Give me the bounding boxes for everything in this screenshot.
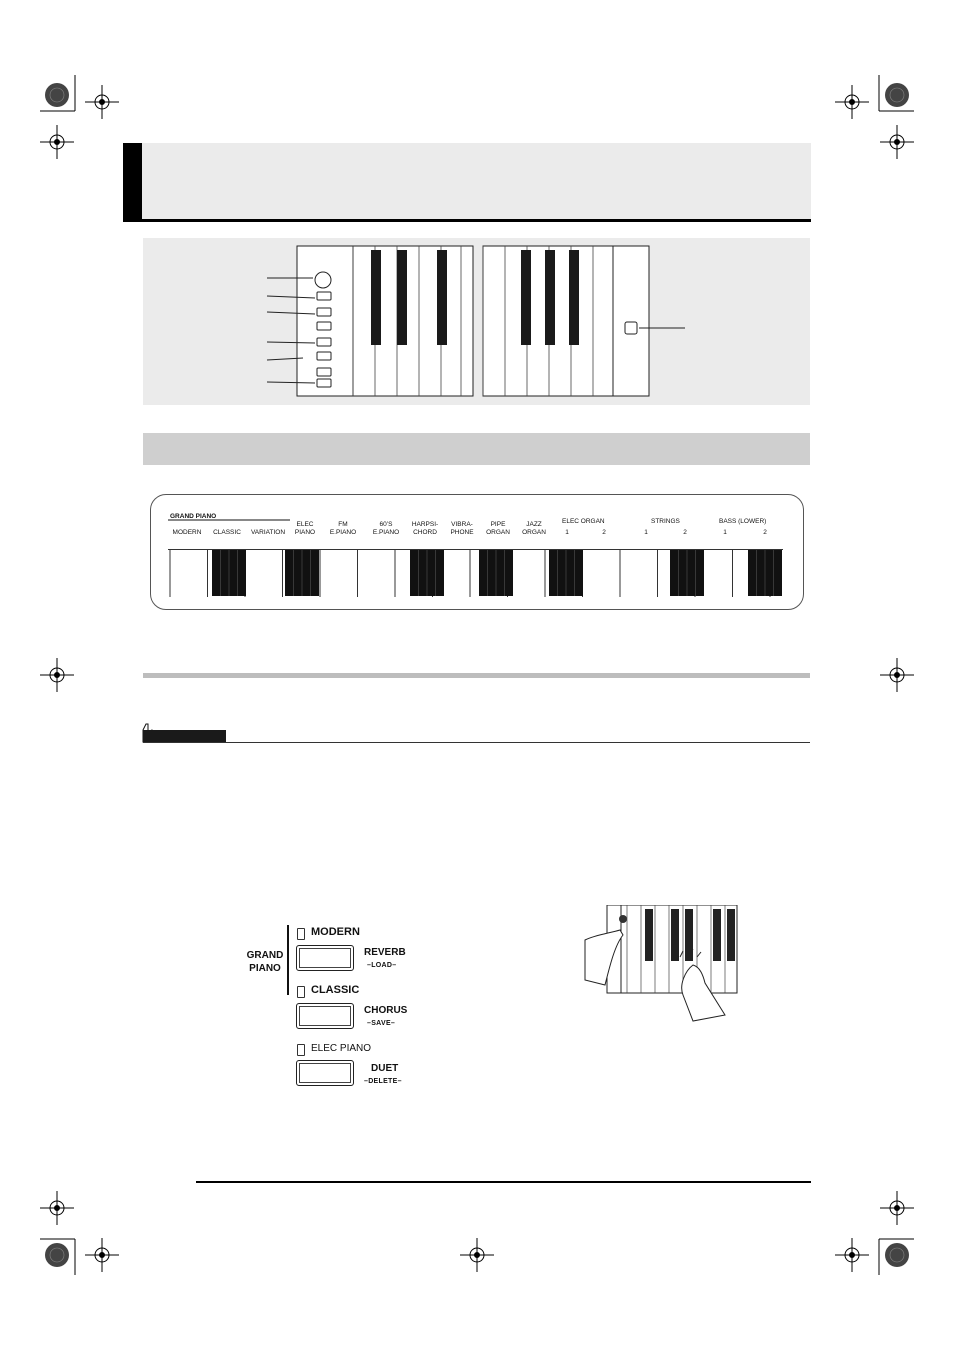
- modern-label: MODERN: [311, 926, 360, 938]
- label-grand-piano: GRAND PIANO: [170, 513, 217, 520]
- classic-label: CLASSIC: [311, 984, 360, 996]
- save-label: –SAVE–: [367, 1020, 396, 1027]
- note-divider: [143, 742, 810, 743]
- tone-label: FM E.PIANO: [329, 521, 357, 536]
- modern-led: [297, 928, 305, 940]
- tone-label: 2: [602, 529, 606, 536]
- elec-piano-button[interactable]: [296, 1060, 354, 1086]
- tone-label: VARIATION: [250, 529, 286, 536]
- section-header-band: [143, 433, 810, 465]
- tone-label: PIPE ORGAN: [486, 521, 510, 536]
- classic-button[interactable]: [296, 1003, 354, 1029]
- note-tag: [143, 730, 226, 742]
- delete-label: –DELETE–: [364, 1078, 402, 1085]
- load-label: –LOAD–: [367, 962, 397, 969]
- keyboard-panel-illustration: [143, 238, 810, 405]
- tone-label: 1: [723, 529, 727, 536]
- section-rule: [143, 673, 810, 678]
- label-elec-organ: ELEC ORGAN: [562, 518, 605, 525]
- label-strings: STRINGS: [651, 518, 680, 525]
- tone-label: 2: [683, 529, 687, 536]
- tone-label: 2: [763, 529, 767, 536]
- tone-label: ELEC PIANO: [294, 521, 316, 536]
- tone-keyboard: [168, 549, 783, 597]
- duet-label: DUET: [371, 1063, 399, 1074]
- hands-playing-illustration: [575, 905, 745, 1025]
- label-bass-lower: BASS (LOWER): [719, 518, 767, 525]
- tone-label: 1: [644, 529, 648, 536]
- grand-piano-group-label: GRAND PIANO: [246, 950, 284, 974]
- chapter-title-band: [123, 143, 811, 222]
- footer-rule: [196, 1181, 811, 1183]
- tone-label: 1: [565, 529, 569, 536]
- chorus-label: CHORUS: [364, 1005, 408, 1016]
- tone-label: JAZZ ORGAN: [522, 521, 546, 536]
- tone-label: VIBRA- PHONE: [450, 521, 474, 536]
- grand-piano-bracket: [168, 519, 290, 522]
- tone-label: CLASSIC: [213, 529, 241, 536]
- tone-label: 60’S E.PIANO: [372, 521, 400, 536]
- elec-piano-label: ELEC PIANO: [311, 1043, 372, 1054]
- tone-label: HARPSI- CHORD: [411, 521, 439, 536]
- tone-label: MODERN: [172, 529, 202, 536]
- grand-piano-brace: [287, 925, 289, 995]
- classic-led: [297, 986, 305, 998]
- panel-drawing: [143, 238, 810, 405]
- reverb-label: REVERB: [364, 947, 406, 958]
- modern-button[interactable]: [296, 945, 354, 971]
- elec-piano-led: [297, 1044, 305, 1056]
